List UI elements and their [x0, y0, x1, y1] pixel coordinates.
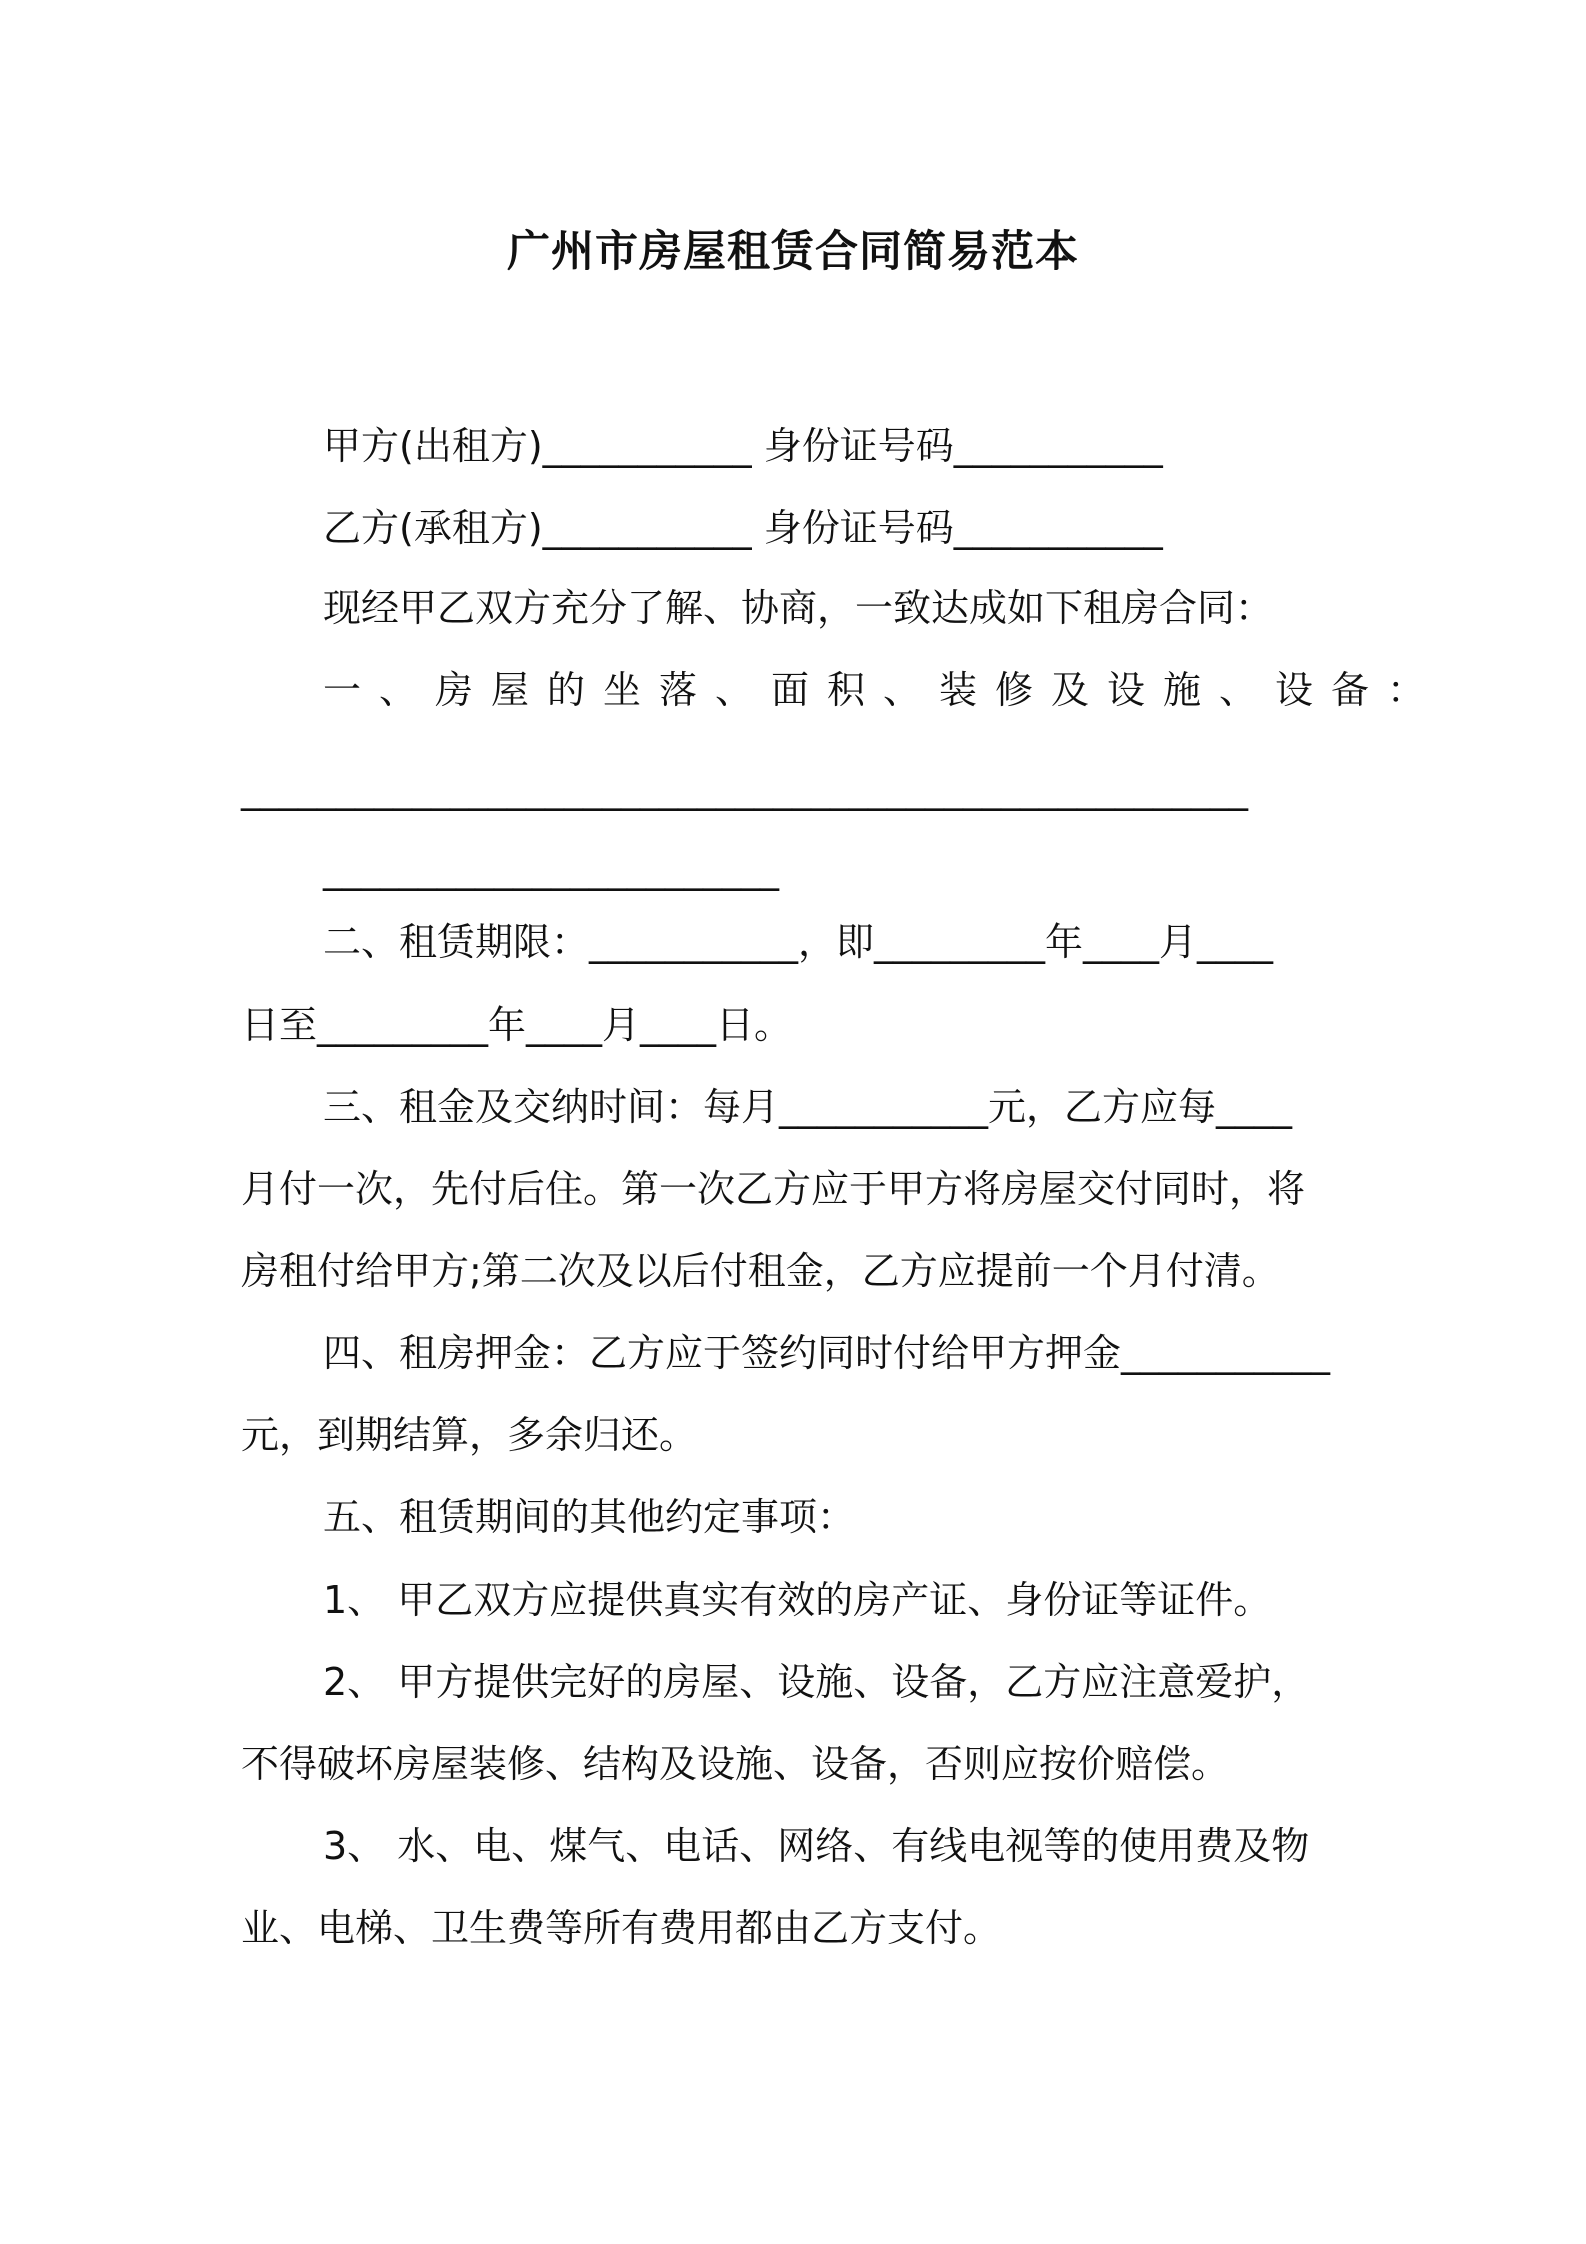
clause-5-item-1: 1、 甲乙双方应提供真实有效的房产证、身份证等证件。 — [323, 1578, 1272, 1622]
clause-4-line-1: 四、租房押金：乙方应于签约同时付给甲方押金___________ — [323, 1331, 1331, 1375]
clause-3-line-2: 月付一次，先付后住。第一次乙方应于甲方将房屋交付同时，将 — [241, 1167, 1306, 1211]
clause-3-line-1: 三、租金及交纳时间：每月___________元，乙方应每____ — [323, 1085, 1293, 1129]
clause-2-line-2: 日至_________年____月____日。 — [241, 1003, 793, 1047]
clause-5-item-2-line-2: 不得破坏房屋装修、结构及设施、设备，否则应按价赔偿。 — [241, 1742, 1230, 1786]
clause-1-blank-line: _____________________________________________________ — [241, 767, 1248, 811]
clause-4-line-2: 元，到期结算，多余归还。 — [241, 1413, 698, 1457]
clause-5-item-2-line-1: 2、 甲方提供完好的房屋、设施、设备，乙方应注意爱护， — [323, 1660, 1310, 1704]
party-b-line: 乙方(承租方)___________ 身份证号码___________ — [323, 506, 1163, 550]
clause-1-heading: 一、房屋的坐落、面积、装修及设施、设备： — [323, 668, 1444, 712]
intro-paragraph: 现经甲乙双方充分了解、协商，一致达成如下租房合同： — [323, 586, 1274, 630]
clause-1-blank-line-2: ________________________ — [323, 847, 779, 891]
party-a-line: 甲方(出租方)___________ 身份证号码___________ — [323, 424, 1163, 468]
clause-5-item-3-line-1: 3、 水、电、煤气、电话、网络、有线电视等的使用费及物 — [323, 1824, 1310, 1868]
clause-2-line-1: 二、租赁期限：___________，即_________年____月____ — [323, 920, 1274, 964]
clause-5-item-3-line-2: 业、电梯、卫生费等所有费用都由乙方支付。 — [241, 1906, 1002, 1950]
clause-3-line-3: 房租付给甲方;第二次及以后付租金，乙方应提前一个月付清。 — [241, 1249, 1280, 1293]
document-title: 广州市房屋租赁合同简易范本 — [507, 227, 1079, 277]
clause-5-heading: 五、租赁期间的其他约定事项： — [323, 1495, 856, 1539]
